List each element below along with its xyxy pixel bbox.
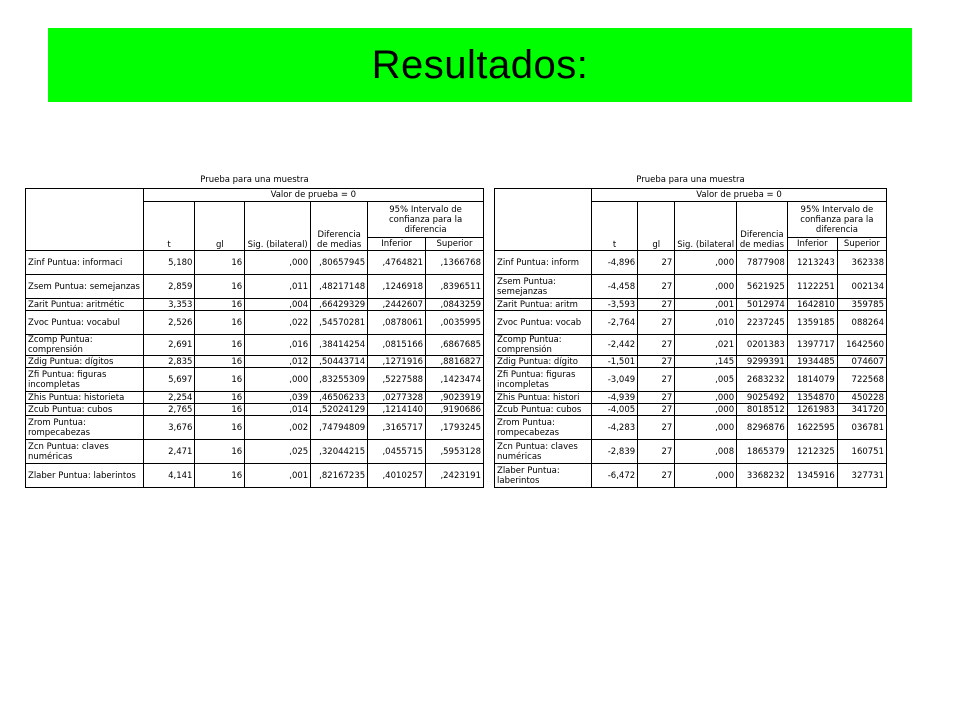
cell-sig: ,039: [245, 392, 311, 404]
cell-sig: ,145: [675, 356, 737, 368]
cell-t: -3,593: [591, 299, 637, 311]
cell-t: 2,471: [143, 440, 195, 464]
test-value-header: Valor de prueba = 0: [143, 189, 483, 202]
cell-gl: 27: [638, 311, 675, 335]
table-row: [26, 392, 484, 404]
cell-lower: ,4764821: [368, 251, 426, 275]
cell-upper: 160751: [837, 440, 886, 464]
cell-t: 2,765: [143, 404, 195, 416]
cell-sig: ,000: [675, 464, 737, 488]
row-label: Zvoc Puntua: vocab: [495, 311, 592, 335]
table-row: [495, 299, 887, 311]
cell-upper: 327731: [837, 464, 886, 488]
cell-upper: 088264: [837, 311, 886, 335]
cell-gl: 27: [638, 392, 675, 404]
cell-upper: ,0035995: [426, 311, 484, 335]
cell-t: -4,896: [591, 251, 637, 275]
cell-sig: ,016: [245, 335, 311, 356]
cell-gl: 16: [195, 356, 245, 368]
cell-lower: 1213243: [787, 251, 837, 275]
column-header: Diferencia de medias: [311, 202, 368, 251]
cell-gl: 27: [638, 416, 675, 440]
row-label: Zcomp Puntua: comprensión: [495, 335, 592, 356]
cell-lower: ,1246918: [368, 275, 426, 299]
row-label: Zcub Puntua: cubos: [495, 404, 592, 416]
ci-header: 95% Intervalo de confianza para la diferencia: [368, 202, 484, 238]
cell-lower: 1122251: [787, 275, 837, 299]
cell-diff: ,80657945: [311, 251, 368, 275]
cell-upper: 362338: [837, 251, 886, 275]
cell-diff: 8296876: [737, 416, 788, 440]
cell-t: -2,764: [591, 311, 637, 335]
row-label: Zhis Puntua: histori: [495, 392, 592, 404]
cell-diff: 9025492: [737, 392, 788, 404]
table-row: [495, 311, 887, 335]
cell-t: 4,141: [143, 464, 195, 488]
cell-diff: 7877908: [737, 251, 788, 275]
cell-sig: ,021: [675, 335, 737, 356]
cell-diff: 8018512: [737, 404, 788, 416]
cell-gl: 27: [638, 368, 675, 392]
row-label: Zsem Puntua: semejanzas: [495, 275, 592, 299]
cell-sig: ,000: [675, 404, 737, 416]
table-row: [495, 440, 887, 464]
table-row: [495, 251, 887, 275]
row-label: Zcomp Puntua: comprensión: [26, 335, 144, 356]
cell-sig: ,008: [675, 440, 737, 464]
table-caption: Prueba para una muestra: [200, 175, 309, 185]
cell-lower: ,3165717: [368, 416, 426, 440]
cell-lower: 1359185: [787, 311, 837, 335]
cell-upper: ,6867685: [426, 335, 484, 356]
cell-t: -1,501: [591, 356, 637, 368]
cell-sig: ,001: [245, 464, 311, 488]
cell-lower: 1814079: [787, 368, 837, 392]
column-header: Sig. (bilateral: [675, 202, 737, 251]
column-header: gl: [195, 202, 245, 251]
cell-lower: ,2442607: [368, 299, 426, 311]
column-header: Superior: [426, 238, 484, 251]
test-table-left: [25, 173, 484, 488]
cell-upper: 074607: [837, 356, 886, 368]
table-row: [26, 251, 484, 275]
row-label: Zcn Puntua: claves numéricas: [495, 440, 592, 464]
cell-diff: ,48217148: [311, 275, 368, 299]
column-header: Superior: [837, 238, 886, 251]
cell-sig: ,001: [675, 299, 737, 311]
cell-lower: 1622595: [787, 416, 837, 440]
cell-gl: 16: [195, 416, 245, 440]
cell-upper: ,8396511: [426, 275, 484, 299]
table-caption: Prueba para una muestra: [636, 175, 745, 185]
table-row: [26, 311, 484, 335]
cell-sig: ,000: [675, 275, 737, 299]
cell-gl: 16: [195, 251, 245, 275]
cell-sig: ,000: [675, 416, 737, 440]
row-label: Zcub Puntua: cubos: [26, 404, 144, 416]
cell-lower: 1345916: [787, 464, 837, 488]
test-value-header: Valor de prueba = 0: [591, 189, 886, 202]
cell-sig: ,025: [245, 440, 311, 464]
cell-gl: 27: [638, 251, 675, 275]
table-row: [495, 356, 887, 368]
cell-lower: ,4010257: [368, 464, 426, 488]
one-sample-test-table: [494, 188, 887, 488]
cell-lower: 1212325: [787, 440, 837, 464]
cell-upper: ,2423191: [426, 464, 484, 488]
cell-sig: ,022: [245, 311, 311, 335]
cell-diff: 5621925: [737, 275, 788, 299]
cell-upper: 450228: [837, 392, 886, 404]
cell-t: -4,283: [591, 416, 637, 440]
cell-t: 2,691: [143, 335, 195, 356]
table-row: [26, 440, 484, 464]
cell-diff: ,54570281: [311, 311, 368, 335]
table-row: [26, 335, 484, 356]
cell-diff: 2237245: [737, 311, 788, 335]
ci-header: 95% Intervalo de confianza para la diferencia: [787, 202, 886, 238]
row-label: Zcn Puntua: claves numéricas: [26, 440, 144, 464]
row-label: Zdig Puntua: dígito: [495, 356, 592, 368]
row-label: Zvoc Puntua: vocabul: [26, 311, 144, 335]
row-label: Zinf Puntua: informaci: [26, 251, 144, 275]
header-corner: [495, 189, 592, 251]
cell-gl: 16: [195, 440, 245, 464]
cell-gl: 27: [638, 299, 675, 311]
table-row: [26, 356, 484, 368]
cell-upper: ,8816827: [426, 356, 484, 368]
cell-diff: 5012974: [737, 299, 788, 311]
cell-sig: ,005: [675, 368, 737, 392]
cell-upper: ,9023919: [426, 392, 484, 404]
cell-diff: ,82167235: [311, 464, 368, 488]
row-label: Zhis Puntua: historieta: [26, 392, 144, 404]
table-row: [26, 299, 484, 311]
table-row: [495, 275, 887, 299]
cell-t: -2,839: [591, 440, 637, 464]
column-header: t: [143, 202, 195, 251]
cell-lower: ,0455715: [368, 440, 426, 464]
row-label: Zarit Puntua: aritmétic: [26, 299, 144, 311]
row-label: Zlaber Puntua: laberintos: [26, 464, 144, 488]
table-row: [26, 404, 484, 416]
cell-t: 2,835: [143, 356, 195, 368]
cell-sig: ,000: [245, 368, 311, 392]
header-corner: [26, 189, 144, 251]
cell-t: 3,353: [143, 299, 195, 311]
cell-lower: ,5227588: [368, 368, 426, 392]
cell-diff: ,52024129: [311, 404, 368, 416]
cell-upper: 359785: [837, 299, 886, 311]
table-row: [495, 335, 887, 356]
cell-diff: 3368232: [737, 464, 788, 488]
row-label: Zrom Puntua: rompecabezas: [495, 416, 592, 440]
cell-lower: ,0878061: [368, 311, 426, 335]
cell-diff: ,38414254: [311, 335, 368, 356]
cell-gl: 27: [638, 275, 675, 299]
cell-gl: 16: [195, 275, 245, 299]
cell-upper: 1642560: [837, 335, 886, 356]
cell-gl: 27: [638, 464, 675, 488]
row-label: Zfi Puntua: figuras incompletas: [26, 368, 144, 392]
cell-diff: 9299391: [737, 356, 788, 368]
table-row: [26, 464, 484, 488]
cell-gl: 16: [195, 392, 245, 404]
row-label: Zarit Puntua: aritm: [495, 299, 592, 311]
row-label: Zsem Puntua: semejanzas: [26, 275, 144, 299]
cell-upper: ,1366768: [426, 251, 484, 275]
cell-upper: 722568: [837, 368, 886, 392]
cell-lower: ,1214140: [368, 404, 426, 416]
cell-t: -3,049: [591, 368, 637, 392]
cell-sig: ,000: [675, 392, 737, 404]
cell-gl: 16: [195, 404, 245, 416]
cell-gl: 16: [195, 464, 245, 488]
cell-gl: 16: [195, 299, 245, 311]
table-row: [26, 275, 484, 299]
table-row: [495, 392, 887, 404]
column-header: gl: [638, 202, 675, 251]
title-banner: [48, 28, 912, 102]
cell-diff: ,66429329: [311, 299, 368, 311]
cell-t: 2,526: [143, 311, 195, 335]
cell-t: 5,697: [143, 368, 195, 392]
cell-diff: ,74794809: [311, 416, 368, 440]
cell-t: 2,254: [143, 392, 195, 404]
column-header: t: [591, 202, 637, 251]
cell-sig: ,010: [675, 311, 737, 335]
one-sample-test-table: [25, 188, 484, 488]
table-row: [26, 368, 484, 392]
cell-gl: 27: [638, 440, 675, 464]
column-header: Inferior: [368, 238, 426, 251]
cell-upper: ,0843259: [426, 299, 484, 311]
table-row: [26, 416, 484, 440]
cell-gl: 16: [195, 335, 245, 356]
row-label: Zlaber Puntua: laberintos: [495, 464, 592, 488]
cell-upper: 036781: [837, 416, 886, 440]
cell-sig: ,000: [245, 251, 311, 275]
cell-t: -6,472: [591, 464, 637, 488]
cell-t: 2,859: [143, 275, 195, 299]
cell-upper: ,9190686: [426, 404, 484, 416]
cell-upper: ,1793245: [426, 416, 484, 440]
cell-upper: 002134: [837, 275, 886, 299]
column-header: Inferior: [787, 238, 837, 251]
row-label: Zinf Puntua: inform: [495, 251, 592, 275]
cell-t: -4,458: [591, 275, 637, 299]
cell-gl: 27: [638, 356, 675, 368]
cell-t: 5,180: [143, 251, 195, 275]
cell-lower: ,0815166: [368, 335, 426, 356]
cell-lower: 1642810: [787, 299, 837, 311]
cell-gl: 16: [195, 311, 245, 335]
cell-diff: 0201383: [737, 335, 788, 356]
cell-sig: ,002: [245, 416, 311, 440]
cell-diff: 1865379: [737, 440, 788, 464]
cell-t: -2,442: [591, 335, 637, 356]
cell-gl: 27: [638, 404, 675, 416]
cell-sig: ,000: [675, 251, 737, 275]
cell-sig: ,004: [245, 299, 311, 311]
column-header: Diferencia de medias: [737, 202, 788, 251]
cell-lower: ,1271916: [368, 356, 426, 368]
cell-sig: ,012: [245, 356, 311, 368]
row-label: Zrom Puntua: rompecabezas: [26, 416, 144, 440]
cell-gl: 27: [638, 335, 675, 356]
cell-t: 3,676: [143, 416, 195, 440]
cell-diff: ,32044215: [311, 440, 368, 464]
row-label: Zfi Puntua: figuras incompletas: [495, 368, 592, 392]
cell-upper: 341720: [837, 404, 886, 416]
cell-t: -4,005: [591, 404, 637, 416]
cell-sig: ,014: [245, 404, 311, 416]
cell-diff: 2683232: [737, 368, 788, 392]
test-table-right: [494, 173, 887, 488]
cell-lower: 1934485: [787, 356, 837, 368]
cell-lower: 1261983: [787, 404, 837, 416]
cell-diff: ,83255309: [311, 368, 368, 392]
cell-lower: 1354870: [787, 392, 837, 404]
cell-gl: 16: [195, 368, 245, 392]
column-header: Sig. (bilateral): [245, 202, 311, 251]
cell-lower: ,0277328: [368, 392, 426, 404]
cell-t: -4,939: [591, 392, 637, 404]
page-title: Resultados:: [371, 42, 589, 87]
cell-upper: ,5953128: [426, 440, 484, 464]
cell-lower: 1397717: [787, 335, 837, 356]
table-row: [495, 464, 887, 488]
table-row: [495, 404, 887, 416]
cell-upper: ,1423474: [426, 368, 484, 392]
table-row: [495, 416, 887, 440]
table-row: [495, 368, 887, 392]
row-label: Zdig Puntua: dígitos: [26, 356, 144, 368]
cell-diff: ,50443714: [311, 356, 368, 368]
cell-diff: ,46506233: [311, 392, 368, 404]
cell-sig: ,011: [245, 275, 311, 299]
